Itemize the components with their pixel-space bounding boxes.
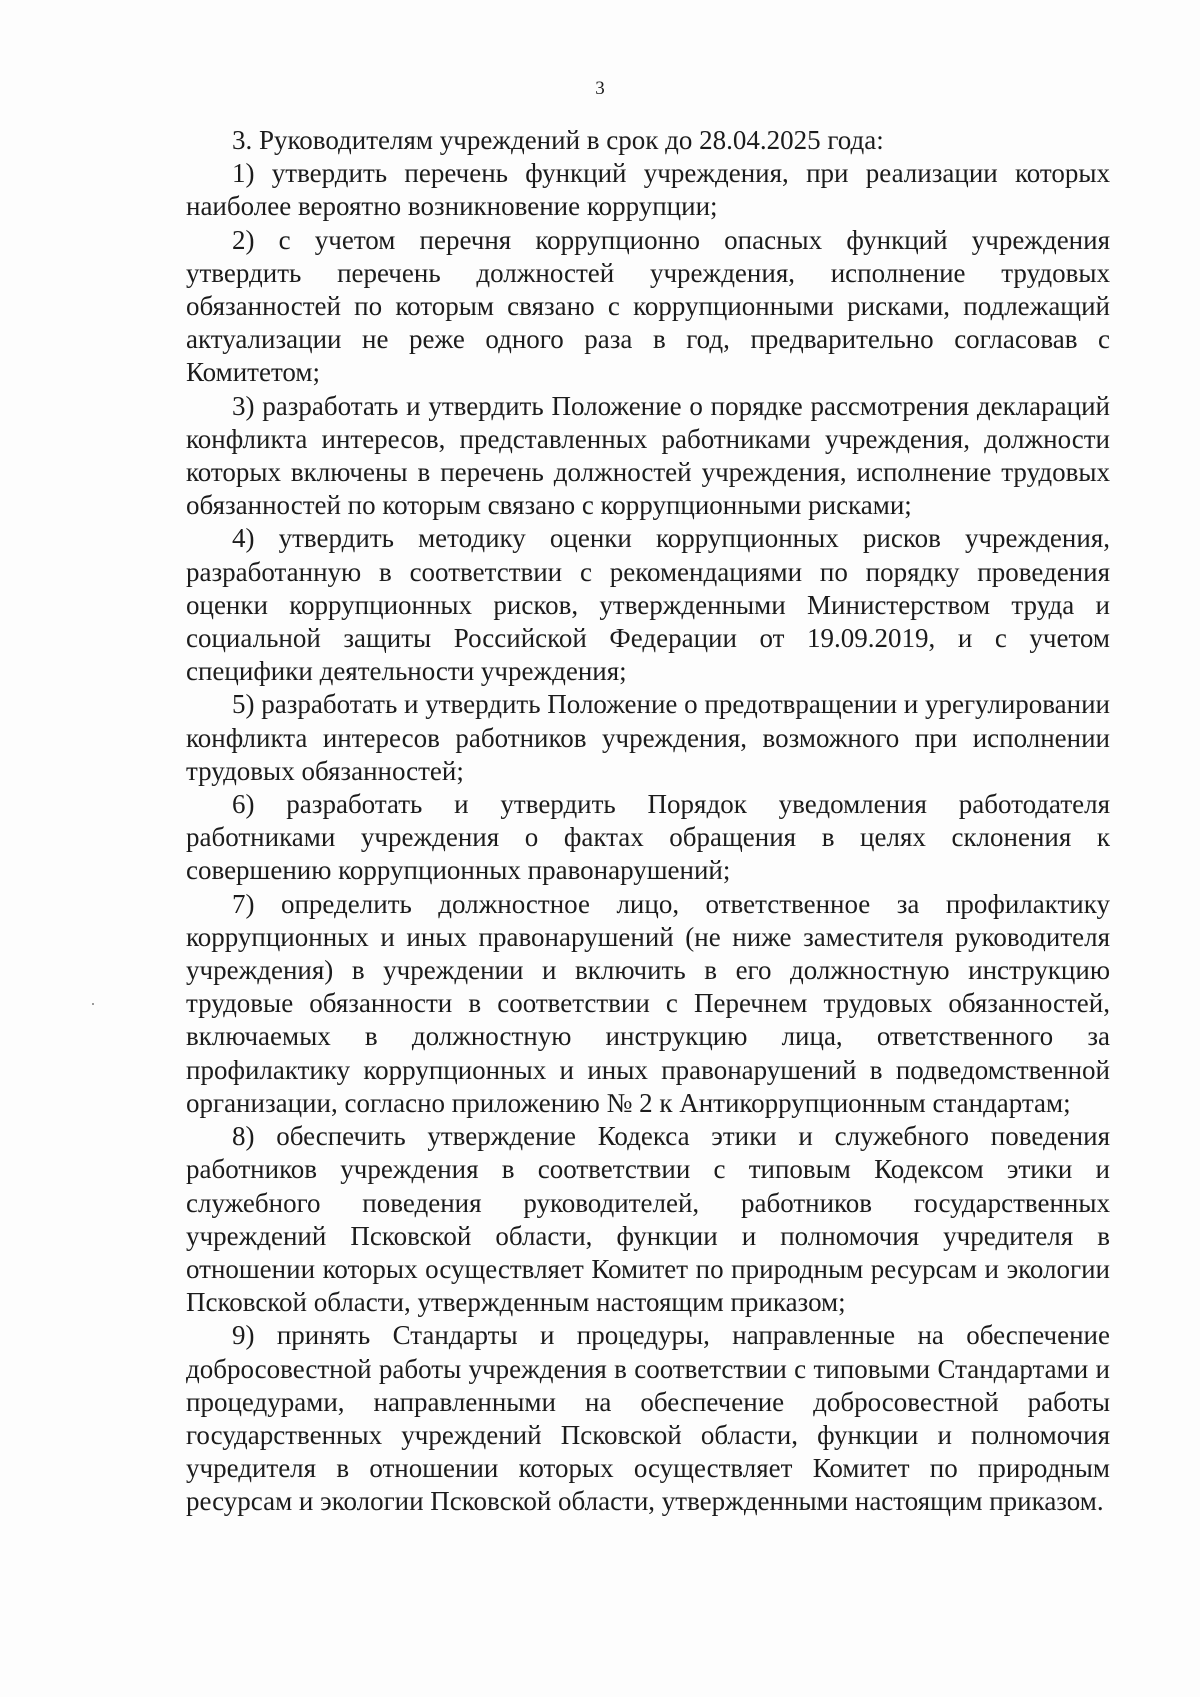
list-item-6: 6) разработать и утвердить Порядок уведомления работодателя работниками учреждения о фактах обращения в целях склонения к совершению коррупционных правонарушений; [186,789,1110,886]
list-item-3: 3) разработать и утвердить Положение о порядке рассмотрения деклараций конфликта интересов, представленных работниками учреждения, должности которых включены в перечень должностей учреждения, исполнение трудовых обязанностей по которым связано с коррупционными рисками; [186,390,1110,521]
list-item-5: 5) разработать и утвердить Положение о предотвращении и урегулировании конфликта интересов работников учреждения, возможного при исполнении трудовых обязанностей; [186,689,1110,786]
scan-speck [92,1003,94,1005]
section-heading: 3. Руководителям учреждений в срок до 28.04.2025 года: [232,125,884,155]
list-item-7: 7) определить должностное лицо, ответственное за профилактику коррупционных и иных правонарушений (не ниже заместителя руководителя учреждения) в учреждении и включить в его должностную инструкцию трудовые обязанности в соответствии с Перечнем трудовых обязанностей, включаемых в должностную инструкцию лица, ответственного за профилактику коррупционных и иных правонарушений в подведомственной организации, согласно приложению № 2 к Антикоррупционным стандартам; [186,888,1110,1118]
page-number: 3 [595,78,605,99]
list-item-1: 1) утвердить перечень функций учреждения, при реализации которых наиболее вероятно возникновение коррупции; [186,158,1110,222]
list-item-4: 4) утвердить методику оценки коррупционных рисков учреждения, разработанную в соответствии с рекомендациями по порядку проведения оценки коррупционных рисков, утвержденными Министерством труда и социальной защиты Российской Федерации от 19.09.2019, и с учетом специфики деятельности учреждения; [186,523,1110,687]
list-item-2: 2) с учетом перечня коррупционно опасных функций учреждения утвердить перечень должностей учреждения, исполнение трудовых обязанностей по которым связано с коррупционными рисками, подлежащий актуализации не реже одного раза в год, предварительно согласовав с Комитетом; [186,224,1110,388]
list-item-9: 9) принять Стандарты и процедуры, направленные на обеспечение добросовестной работы учреждения в соответствии с типовыми Стандартами и процедурами, направленными на обеспечение добросовестной работы государственных учреждений Псковской области, функции и полномочия учредителя в отношении которых осуществляет Комитет по природным ресурсам и экологии Псковской области, утвержденными настоящим приказом. [186,1320,1110,1517]
list-item-8: 8) обеспечить утверждение Кодекса этики и служебного поведения работников учреждения в соответствии с типовым Кодексом этики и служебного поведения руководителей, работников государственных учреждений Псковской области, функции и полномочия учредителя в отношении которых осуществляет Комитет по природным ресурсам и экологии Псковской области, утвержденным настоящим приказом; [186,1121,1110,1318]
document-body [186,124,1110,1519]
